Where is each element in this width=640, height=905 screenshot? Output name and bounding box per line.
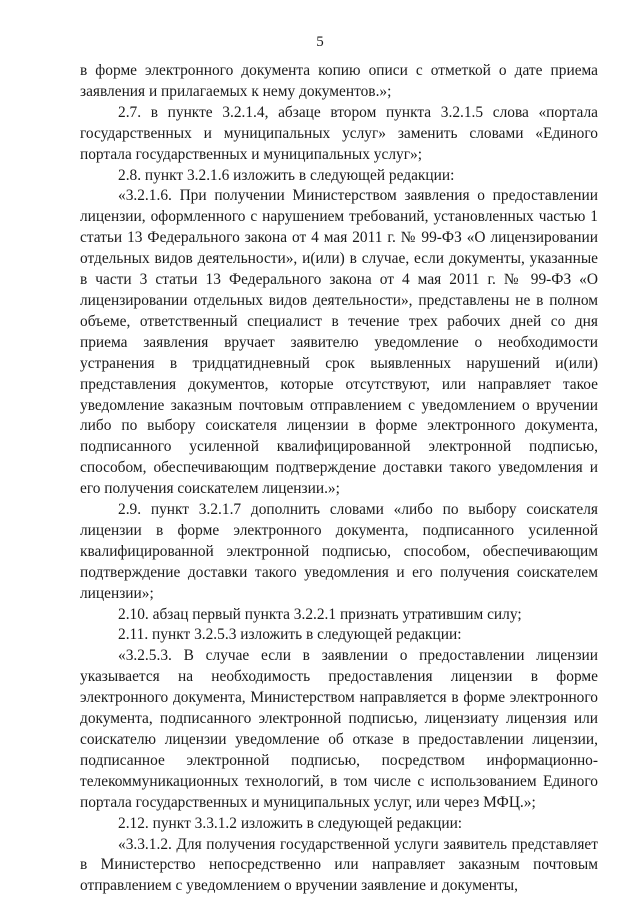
paragraph: 2.11. пункт 3.2.5.3 изложить в следующей редакции: [118,626,462,644]
paragraph: «3.2.1.6. При получении Министерством заявления о предоставлении лицензии, оформленного с нарушением требований, установленных частью 1 статьи 13 Федерального закона от 4 мая 2011 г. № 99-ФЗ «О лицензировании отдельных видов деятельности», и(или) в случае, если документы, указанные в части 3 статьи 13 Федерального закона от 4 мая 2011 г. № 99-ФЗ «О лицензировании отдельных видов деятельности», представлены не в полном объеме, ответственный специалист в течение трех рабочих дней со дня приема заявления вручает заявителю уведомление о необходимости устранения в тридцатидневный срок выявленных нарушений и(или) представления документов, которые отсутствуют, или направляет такое уведомление заказным почтовым отправлением с уведомлением о вручении либо по выбору соискателя лицензии в форме электронного документа, подписанного усиленной квалифицированной электронной подписью, способом, обеспечивающим подтверждение доставки такого уведомления и его получения соискателем лицензии.»; [80,187,598,498]
paragraph: в форме электронного документа копию описи с отметкой о дате приема заявления и прилагаемых к нему документов.»; [80,62,598,100]
document-body [80,61,598,897]
paragraph: 2.7. в пункте 3.2.1.4, абзаце втором пункта 3.2.1.5 слова «портала государственных и муниципальных услуг» заменить словами «Единого портала государственных и муниципальных услуг»; [80,103,598,163]
paragraph: 2.10. абзац первый пункта 3.2.2.1 признать утратившим силу; [118,605,522,623]
page-number: 5 [316,34,324,50]
paragraph: «3.2.5.3. В случае если в заявлении о предоставлении лицензии указывается на необходимость предоставления лицензии в форме электронного документа, Министерством направляется в форме электронного документа, подписанного электронной подписью, лицензиату лицензия или соискателю лицензии уведомление об отказе в предоставлении лицензии, подписанное электронной подписью, посредством информационно-телекоммуникационных технологий, в том числе с использованием Единого портала государственных и муниципальных услуг, или через МФЦ.»; [80,647,598,811]
paragraph: 2.9. пункт 3.2.1.7 дополнить словами «либо по выбору соискателя лицензии в форме электронного документа, подписанного усиленной квалифицированной электронной подписью, способом, обеспечивающим подтверждение доставки такого уведомления и его получения соискателем лицензии»; [80,501,598,602]
paragraph: «3.3.1.2. Для получения государственной услуги заявитель представляет в Министерство непосредственно или направляет заказным почтовым отправлением с уведомлением о вручении заявление и документы, [80,835,598,895]
paragraph: 2.12. пункт 3.3.1.2 изложить в следующей редакции: [118,814,463,832]
paragraph: 2.8. пункт 3.2.1.6 изложить в следующей редакции: [118,166,455,184]
